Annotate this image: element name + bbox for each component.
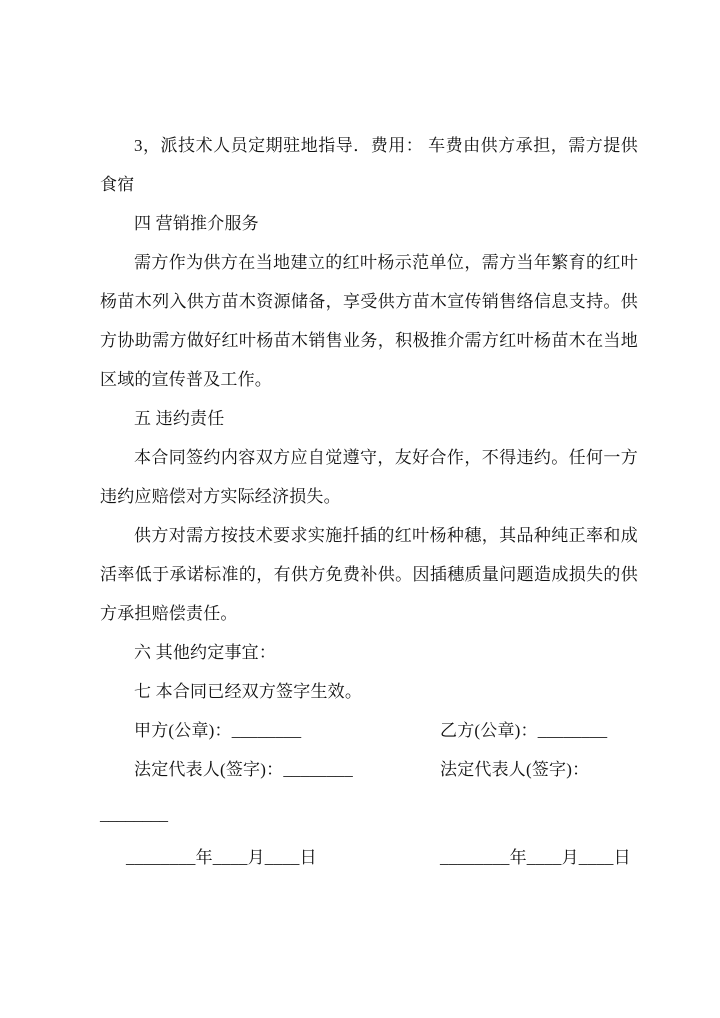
- signature-row-seals: [100, 711, 638, 750]
- clause-3-technical-support: 3，派技术人员定期驻地指导．费用： 车费由供方承担，需方提供食宿: [100, 136, 638, 194]
- party-a-representative-line: 法定代表人(签字)：________: [134, 760, 353, 779]
- paragraph-marketing-service: 需方作为供方在当地建立的红叶杨示范单位，需方当年繁育的红叶杨苗木列入供方苗木资源储备，享受供方苗木宣传销售络信息支持。供方协助需方做好红叶杨苗木销售业务，积极推介需方红叶杨苗木在当地区域的宣传普及工作。: [100, 253, 638, 389]
- signature-row-representatives: [100, 750, 638, 789]
- section-heading-other-matters: 六 其他约定事宜：: [134, 643, 277, 662]
- section-heading-breach: 五 违约责任: [134, 409, 225, 428]
- contract-body: [100, 126, 638, 877]
- party-b-seal-line: 乙方(公章)：________: [440, 721, 608, 740]
- clause-7-effectiveness: 七 本合同已经双方签字生效。: [134, 682, 363, 701]
- party-b-representative-blank: ________: [100, 805, 168, 824]
- paragraph-breach-compensation: 供方对需方按技术要求实施扦插的红叶杨种穗，其品种纯正率和成活率低于承诺标准的，有供方免费补供。因插穗质量问题造成损失的供方承担赔偿责任。: [100, 526, 638, 623]
- paragraph-breach-general: 本合同签约内容双方应自觉遵守，友好合作，不得违约。任何一方违约应赔偿对方实际经济损失。: [100, 448, 638, 506]
- party-b-date-line: ________年____月____日: [440, 848, 631, 867]
- signature-row-dates: [100, 838, 638, 877]
- party-a-date-line: ________年____月____日: [126, 848, 317, 867]
- section-heading-marketing: 四 营销推介服务: [134, 214, 259, 233]
- party-b-representative-line: 法定代表人(签字)：: [440, 760, 590, 779]
- party-a-seal-line: 甲方(公章)：________: [134, 721, 302, 740]
